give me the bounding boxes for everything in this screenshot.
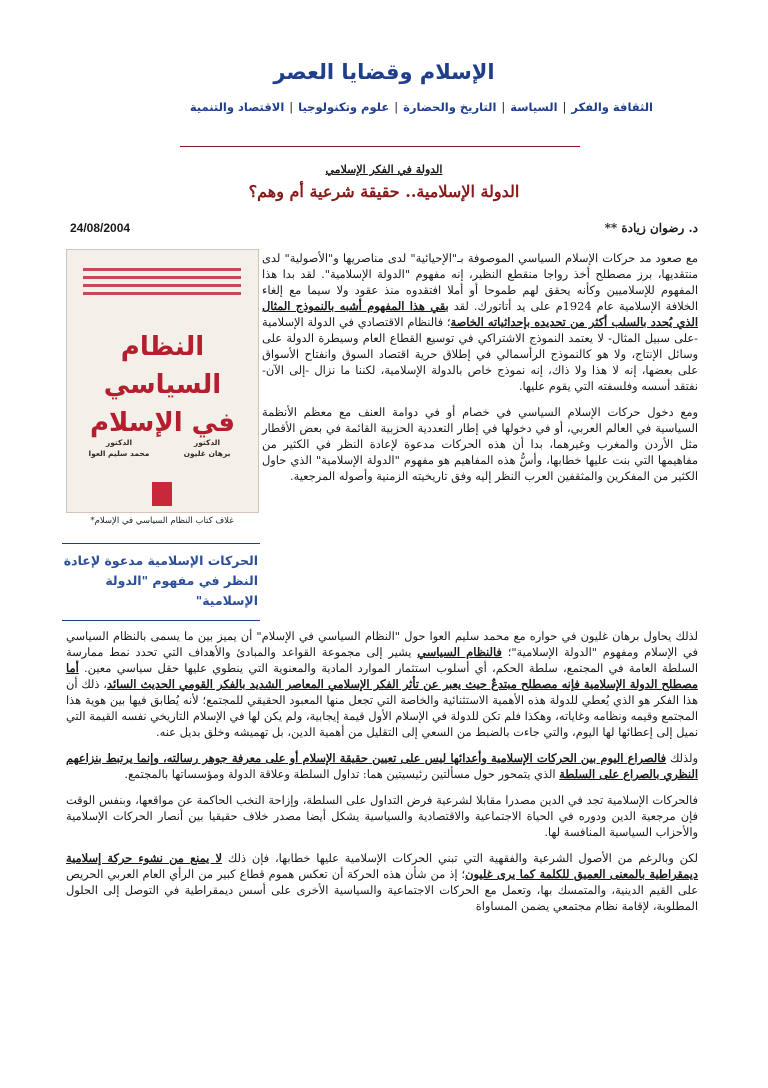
- emphasis-text: فالنظام السياسي: [417, 645, 502, 659]
- article-date: 24/08/2004: [70, 221, 131, 235]
- cover-decoration: [83, 284, 241, 287]
- article-title: الدولة الإسلامية.. حقيقة شرعية أم وهم؟: [248, 182, 520, 201]
- header-divider: [180, 146, 580, 147]
- cover-title-line: النظام السياسي: [103, 332, 222, 400]
- cover-author-right: [167, 437, 247, 459]
- paragraph: ومع دخول حركات الإسلام السياسي في خصام أو في دوامة العنف مع معظم الأنظمة السياسية في العالم العربي، أو في دخولها في إطار التعددية الحزبية القائمة في بعض الأقطار مثل الأردن والمغرب وغيرهما، بدا أن هذه الحركات مدعوة لإعادة النظر في الكثير من مفاهيمها التي بنت عليها خطابها، وأسُّ هذه المفاهيم هو مفهوم "الدولة الإسلامية" الذي حاول الكثير من المفكرين والمثقفين العرب النظر إليه وفق تاريخيته الزمنية وأصوله المرجعية.: [262, 405, 698, 483]
- cover-title-line: في الإسلام: [89, 408, 236, 438]
- paragraph-text: ؛ فالنظام الاقتصادي في الدولة الإسلامية -على سبيل المثال- لا يعتمد النموذج الاشتراكي في توسيع القطاع العام وسيطرة الدولة على وسائل الإنتاج، ولا هو كالنموذج الرأسمالي في إطلاق حرية اقتصاد السوق وانفتاح الأسواق على بعضها، إنه لا هذا ولا ذاك، إنه نموذج خاص بالدولة الإسلامية، لكننا ما نزال -إلى الآن- نفتقد أسسه وفلسفته التي يقوم عليها.: [262, 315, 698, 393]
- nav-history-link[interactable]: التاريخ والحضارة: [403, 100, 497, 114]
- cover-author-name: برهان غليون: [183, 449, 231, 458]
- cover-author-name: محمد سليم العوا: [88, 449, 150, 458]
- category-nav: [190, 100, 653, 114]
- emphasis-text: بقي هذا المفهوم أشبه بالنموذج المثال الذي يُحدد بالسلب أكثر من تحديده بإحداثياته الخاصة: [262, 299, 698, 329]
- site-title[interactable]: الإسلام وقضايا العصر: [273, 60, 495, 84]
- paragraph-text: لكن وبالرغم من الأصول الشرعية والفقهية التي تبني الحركات الإسلامية عليها خطابها، فإن ذلك: [222, 851, 698, 865]
- nav-separator: |: [289, 100, 294, 114]
- paragraph-text: ولذلك: [666, 751, 698, 765]
- nav-culture-link[interactable]: الثقافة والفكر: [571, 100, 653, 114]
- cover-decoration: [83, 268, 241, 271]
- paragraph: [66, 850, 698, 914]
- publisher-logo: [152, 482, 172, 506]
- section-label: الدولة في الفكر الإسلامي: [325, 163, 443, 176]
- cover-author-left: [79, 437, 159, 459]
- paragraph-text: يشير إلى مجموعة القواعد والمبادئ والأهداف التي تحدد نمط ممارسة السلطة العامة في المجتمع، سلطة الحكم، أي أسلوب استثمار الموارد المادية والمعنوية التي ينطوي عليها حقل سياسي معين.: [66, 645, 698, 675]
- paragraph: [66, 628, 698, 740]
- paragraph: [66, 750, 698, 782]
- paragraph: فالحركات الإسلامية تجد في الدين مصدرا مقابلا لشرعية فرض التداول على السلطة، وإزاحة النخب الحاكمة عن مواقعها، وبنفس الوقت فإن مرجعية الدين ودوره في الحياة الاجتماعية والاقتصادية والسياسية يشكل أيضا مصدر خلاف حقيقيا بين أنصار الحركات الإسلامية والأحزاب السياسية المنافسة لها.: [66, 793, 698, 839]
- nav-politics-link[interactable]: السياسة: [510, 100, 558, 114]
- cover-decoration: [83, 276, 241, 279]
- paragraph-text: مع صعود مد حركات الإسلام السياسي الموصوفة بـ"الإحيائية" لدى مناصريها و"الأصولية" لدى منتقديها، برز مصطلح أخذ رواجا منقطع النظير، إنه مفهوم "الدولة الإسلامية". لقد بدا هذا المفهوم للإسلاميين وكأنه يحقق لهم طموحا أو أملا افتقدوه منذ عقود ولا سيما مع إلغاء الخلافة الإسلامية عام 1924م على يد أتاتورك. لقد: [262, 251, 698, 313]
- paragraph-text: ؛ إذ من شأن هذه الحركة أن تعكس هموم قطاع كبير من الرأي العام العربي الحريص على القيم الدينية، والمتمسك بها، وتعمل مع الحركات الاجتماعية والسياسية الأخرى على أسس ديمقراطية في التوصل إلى الحلول المطلوبة، لإقامة نظام مجتمعي يضمن المساواة: [66, 867, 698, 913]
- paragraph-text: ، ذلك أن هذا الفكر هو الذي يُعطي للدولة هذه الأهمية الاستثنائية والخاصة التي تجعل منها المعبود الحقيقي للمجتمع؛ لأنه يُطابق فيها بين هوية هذا المجتمع وقيمه ونظامه وغاياته، وهكذا فلم تكن للدولة في الإسلام الأول قيمة إيجابية، ولم يكن لها في الإسلام التاريخي نفسه القيمة التي نميل إلى إعطائها لها اليوم، والتي جاءت بالضبط من السعي إلى التقليل من أهمية الدين، بل تهميشه وخلق بديل عنه.: [66, 677, 698, 739]
- book-cover-image: [66, 249, 259, 513]
- pullquote-rule-bottom: [62, 620, 260, 621]
- emphasis-text: لا يمنع من نشوء حركة إسلامية ديمقراطية بالمعنى العميق للكلمة كما يرى غليون: [66, 851, 699, 881]
- article-body-narrow: [262, 250, 698, 494]
- article-body-full: [66, 628, 698, 924]
- article-author: د. رضوان زيادة **: [604, 221, 698, 235]
- emphasis-text: أما مصطلح الدولة الإسلامية فإنه مصطلح مبتدعٌ حيث يعبر عن تأثر الفكر الإسلامي المعاصر الشديد بالفكر القومي الحديث السائد: [66, 661, 698, 691]
- cover-author-label: الدكتور: [105, 438, 133, 447]
- nav-science-link[interactable]: علوم وتكنولوجيا: [298, 100, 390, 114]
- cover-decoration: [83, 292, 241, 295]
- image-caption: غلاف كتاب النظام السياسي في الإسلام*: [90, 516, 234, 526]
- cover-title: [67, 328, 258, 442]
- paragraph-text: لذلك يحاول برهان غليون في حواره مع محمد سليم العوا حول "النظام السياسي في الإسلام" أن يميز بين ما يسمى بالنظام السياسي في الإسلام ومفهوم "الدولة الإسلامية"؛: [66, 629, 698, 659]
- pullquote: الحركات الإسلامية مدعوة لإعادة النظر في مفهوم "الدولة الإسلامية": [63, 553, 258, 608]
- paragraph: [262, 250, 698, 394]
- nav-separator: |: [501, 100, 506, 114]
- nav-separator: |: [562, 100, 567, 114]
- nav-economy-link[interactable]: الاقتصاد والتنمية: [189, 100, 285, 114]
- nav-separator: |: [394, 100, 399, 114]
- paragraph-text: الذي يتمحور حول مسألتين رئيسيتين هما: تداول السلطة وعلاقة الدولة ومؤسساتها بالمجتمع.: [124, 767, 560, 781]
- cover-author-label: الدكتور: [193, 438, 221, 447]
- pullquote-rule-top: [62, 543, 260, 544]
- emphasis-text: فالصراع اليوم بين الحركات الإسلامية وأعدائها ليس على تعيين حقيقة الإسلام أو على معرفة جوهر رسالته، وإنما يرتبط بنزاعهم النظري بالصراع على السلطة: [66, 751, 698, 781]
